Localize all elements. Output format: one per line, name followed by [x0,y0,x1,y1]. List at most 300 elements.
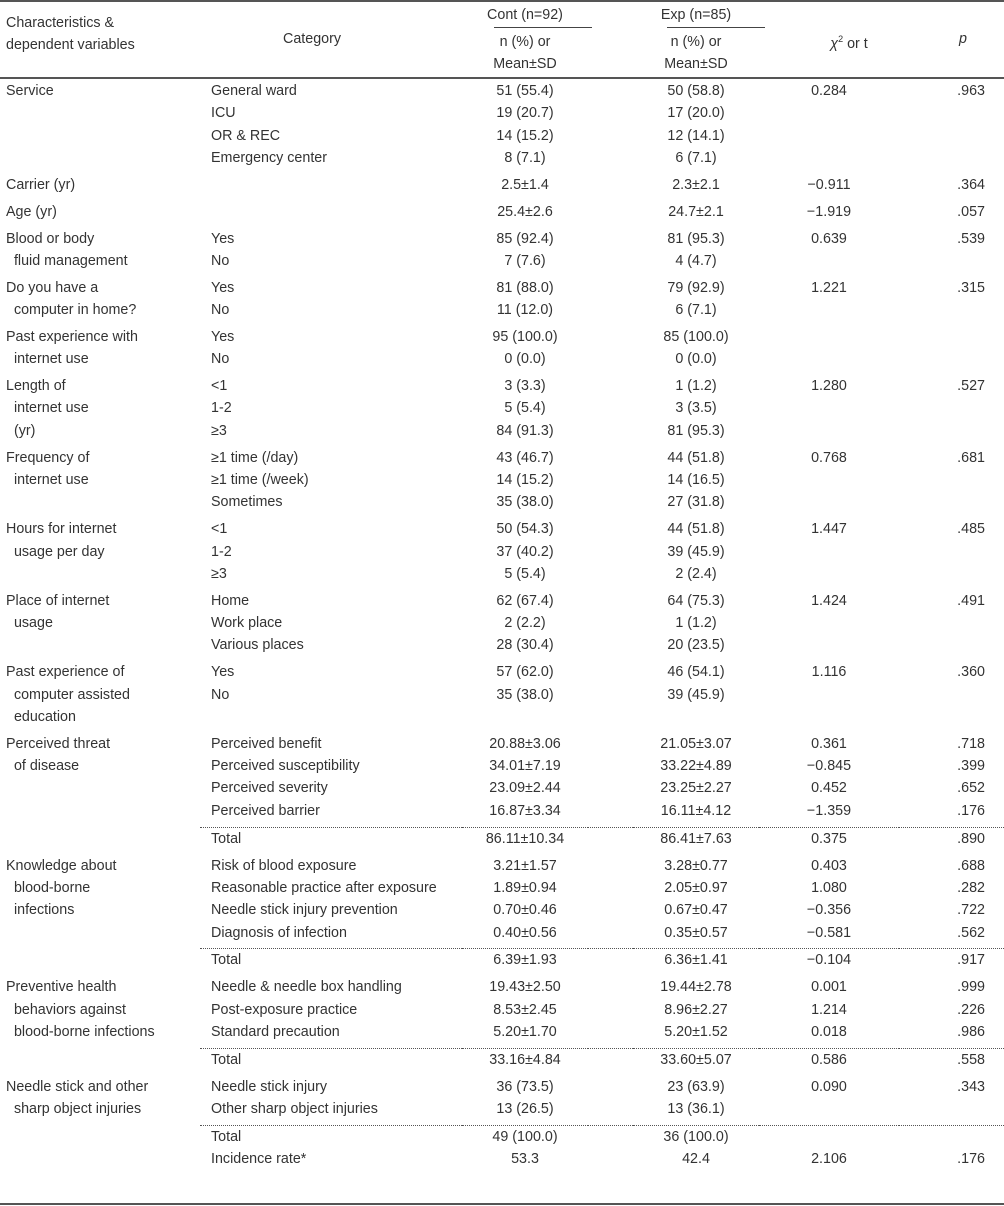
cont-value-cell: 81 (88.0) [496,279,554,296]
category-cell: ≥1 time (/week) [211,472,309,488]
p-value-cell: .399 [957,758,985,775]
cont-value-cell: 2.5±1.4 [501,176,549,193]
characteristic-cell: fluid management [6,252,128,269]
exp-value-cell: 2.3±2.1 [672,176,720,193]
cont-value-cell: 20.88±3.06 [489,735,561,752]
characteristic-cell [0,1148,200,1170]
table-row [0,661,1004,683]
table-row [0,612,1004,634]
cont-value-cell: 85 (92.4) [496,230,554,247]
table-row [0,800,1004,822]
table-row [0,491,1004,513]
characteristic-cell: usage [6,615,53,632]
table-row [0,397,1004,419]
characteristic-cell: Service [6,83,54,99]
gap-cell [588,855,633,877]
gap-cell [588,800,633,822]
header-stat-suffix: or t [843,35,868,52]
table-row [0,563,1004,585]
p-value-cell: .718 [957,735,985,752]
table-row [0,326,1004,348]
cont-value-cell: 25.4±2.6 [497,203,553,220]
stat-value-cell: 1.080 [811,879,847,896]
table-body [0,80,1004,1170]
header-stat [759,28,939,55]
category-cell: General ward [211,83,297,99]
cont-total-cell: 33.16±4.84 [462,1048,588,1071]
gap-cell [588,491,633,513]
exp-value-cell: 39 (45.9) [667,686,725,703]
gap-cell [588,1048,633,1071]
p-value-cell: .688 [957,857,985,874]
characteristic-cell [0,1048,200,1071]
total-row [0,1048,1004,1071]
total-label-cell: Total [200,949,462,972]
characteristic-cell: internet use [6,351,89,368]
gap-cell [588,397,633,419]
stat-value-cell: −0.911 [807,176,851,193]
stat-value-cell: 1.116 [811,664,847,681]
stat-value-cell: −0.581 [806,924,852,941]
gap-cell [588,877,633,899]
gap-cell [588,755,633,777]
category-cell: Reasonable practice after exposure [211,879,437,896]
table-row [0,447,1004,469]
gap-cell [588,125,633,147]
header-stat-symbol: χ [830,35,839,52]
cont-value-cell: 35 (38.0) [496,494,554,511]
gap-cell [588,102,633,124]
characteristic-cell: blood-borne infections [6,1023,155,1040]
category-cell: Standard precaution [211,1023,340,1040]
exp-value-cell: 79 (92.9) [667,279,725,296]
exp-value-cell: 20 (23.5) [667,637,725,654]
gap-cell [588,949,633,972]
exp-value-cell: 85 (100.0) [663,328,729,345]
cont-value-cell: 5 (5.4) [504,565,546,582]
cont-value-cell: 3 (3.3) [504,378,546,395]
characteristic-cell [0,827,200,850]
stat-value-cell [759,1098,899,1120]
gap-cell [588,777,633,799]
stat-total-cell: −0.104 [759,949,899,972]
exp-value-cell: 2 (2.4) [675,565,717,582]
gap-cell [588,661,633,683]
table-row [0,277,1004,299]
exp-value-cell: 24.7±2.1 [668,203,724,220]
category-cell: Perceived benefit [211,735,322,752]
stat-value-cell [759,125,899,147]
bottom-rule [0,1203,1004,1205]
gap-cell [588,174,633,196]
exp-value-cell: 2.05±0.97 [664,879,728,896]
p-value-cell: .986 [957,1023,985,1040]
gap-cell [588,80,633,102]
category-cell: Various places [211,637,304,654]
category-cell: 1-2 [211,543,232,560]
cont-total-cell: 86.11±10.34 [462,827,588,850]
cont-value-cell: 34.01±7.19 [489,758,561,775]
cont-value-cell: 5.20±1.70 [493,1023,557,1040]
exp-value-cell: 81 (95.3) [667,422,725,439]
category-cell [200,706,462,728]
header-exp-group: Exp (n=85) [660,7,732,23]
table-row [0,899,1004,921]
p-value-cell [899,125,1004,147]
p-value-cell [899,250,1004,272]
characteristic-cell: internet use [6,472,89,488]
exp-value-cell: 44 (51.8) [667,449,725,466]
characteristic-cell: Perceived threat [6,735,111,752]
gap-cell [588,999,633,1021]
p-value-cell [899,147,1004,169]
header-p: p [959,31,967,47]
gap-cell [588,899,633,921]
characteristic-cell: Frequency of [6,449,90,466]
characteristic-cell [0,777,200,799]
category-cell: Needle stick injury [211,1078,328,1095]
stat-value-cell [759,420,899,442]
stat-value-cell [759,147,899,169]
exp-value-cell: 23 (63.9) [667,1078,725,1095]
characteristic-cell: infections [6,902,75,919]
category-cell: 1-2 [211,400,232,417]
cont-value-cell: 0.40±0.56 [493,924,557,941]
exp-value-cell: 16.11±4.12 [660,802,732,819]
p-value-cell [899,397,1004,419]
characteristic-cell [0,491,200,513]
cont-incidence-cell: 53.3 [511,1151,539,1168]
exp-value-cell: 21.05±3.07 [660,735,732,752]
exp-value-cell: 12 (14.1) [667,127,725,144]
characteristic-cell [0,563,200,585]
stat-total-cell [759,1125,899,1148]
p-value-cell [899,1098,1004,1120]
gap-cell [588,201,633,223]
table-row [0,1076,1004,1098]
p-value-cell: .057 [957,203,985,220]
category-cell: Yes [211,230,235,247]
header-characteristics-line: dependent variables [6,37,135,53]
gap-cell [588,1148,633,1170]
header-characteristics [6,12,135,56]
characteristic-cell: Do you have a [6,279,99,296]
cont-value-cell: 3.21±1.57 [493,857,557,874]
characteristic-cell: Past experience with [6,328,138,345]
exp-value-cell: 3.28±0.77 [664,857,728,874]
p-value-cell [899,326,1004,348]
exp-value-cell: 50 (58.8) [667,83,725,99]
cont-total-cell: 49 (100.0) [462,1125,588,1148]
header-measure-line: Mean±SD [664,56,728,72]
table-row [0,375,1004,397]
total-label-cell: Total [200,1125,462,1148]
table-row [0,201,1004,223]
cont-value-cell: 2 (2.2) [504,615,546,632]
stat-value-cell: 0.090 [811,1078,847,1095]
table-row [0,684,1004,706]
category-cell: OR & REC [211,127,281,144]
stat-value-cell: 0.018 [811,1023,847,1040]
cont-total-cell: 6.39±1.93 [462,949,588,972]
table-row [0,80,1004,102]
category-cell: No [211,302,230,319]
p-value-cell: .652 [957,780,985,797]
table-row [0,469,1004,491]
exp-value-cell: 1 (1.2) [675,615,717,632]
exp-value-cell [633,706,759,728]
cont-value-cell: 62 (67.4) [496,592,554,609]
table-row [0,102,1004,124]
p-value-cell: .315 [957,279,985,296]
table-row [0,777,1004,799]
top-rule [0,0,1004,2]
characteristic-cell: Place of internet [6,592,110,609]
exp-value-cell: 46 (54.1) [667,664,725,681]
gap-cell [588,469,633,491]
category-cell: No [211,252,230,269]
stat-value-cell: −1.359 [806,802,852,819]
cont-value-cell: 8 (7.1) [504,150,546,167]
table-row [0,706,1004,728]
p-value-cell: .562 [957,924,985,941]
table-row [0,999,1004,1021]
characteristic-cell: Preventive health [6,979,117,996]
exp-value-cell: 27 (31.8) [667,494,725,511]
exp-value-cell: 6 (7.1) [675,302,717,319]
stat-value-cell [759,469,899,491]
stat-value-cell [759,706,899,728]
characteristic-cell [0,1125,200,1148]
exp-total-cell: 6.36±1.41 [633,949,759,972]
gap-cell [588,147,633,169]
p-value-cell: .360 [957,664,985,681]
characteristic-cell [0,800,200,822]
exp-value-cell: 4 (4.7) [675,252,717,269]
category-cell: Perceived severity [211,780,328,797]
cont-value-cell: 50 (54.3) [496,521,554,538]
cont-value-cell [462,706,588,728]
header-measure-line: n (%) or [670,34,722,50]
cont-value-cell: 5 (5.4) [504,400,546,417]
category-cell: Yes [211,279,235,296]
p-value-cell: .176 [957,802,985,819]
table-row [0,976,1004,998]
gap-cell [588,827,633,850]
total-row [0,827,1004,850]
characteristic-cell [0,922,200,944]
total-label-cell: Total [200,1048,462,1071]
stat-value-cell [759,102,899,124]
characteristic-cell: Hours for internet [6,521,117,538]
table-row [0,541,1004,563]
cont-value-cell: 51 (55.4) [496,83,554,99]
gap-cell [588,375,633,397]
cont-value-cell: 14 (15.2) [496,472,554,488]
table-row [0,299,1004,321]
category-cell: Home [211,592,250,609]
exp-value-cell: 81 (95.3) [667,230,725,247]
category-cell: Perceived barrier [211,802,320,819]
stat-value-cell [759,348,899,370]
cont-value-cell: 7 (7.6) [504,252,546,269]
cont-value-cell: 57 (62.0) [496,664,554,681]
characteristic-cell [0,147,200,169]
cont-value-cell: 1.89±0.94 [493,879,557,896]
category-cell: Needle stick injury prevention [211,902,398,919]
exp-value-cell: 39 (45.9) [667,543,725,560]
p-value-cell [899,706,1004,728]
incidence-row [0,1148,1004,1170]
header-stat-sup: 2 [838,34,844,44]
exp-value-cell: 0.35±0.57 [664,924,728,941]
stat-value-cell: 0.361 [811,735,847,752]
gap-cell [588,1021,633,1043]
p-incidence-cell: .176 [957,1151,985,1168]
category-cell: Emergency center [211,150,328,167]
p-value-cell: .282 [957,879,985,896]
header-rule [0,77,1004,79]
p-value-cell: .485 [957,521,985,538]
cont-value-cell: 0 (0.0) [504,351,546,368]
p-value-cell [899,612,1004,634]
characteristic-cell [0,102,200,124]
header-cont-group: Cont (n=92) [487,7,563,23]
cont-value-cell: 14 (15.2) [496,127,554,144]
gap-cell [588,1076,633,1098]
stat-value-cell [759,397,899,419]
stat-value-cell: −0.845 [806,758,852,775]
cont-underline [494,27,592,28]
stat-value-cell: 1.280 [811,378,847,395]
cont-value-cell: 16.87±3.34 [489,802,561,819]
exp-value-cell: 13 (36.1) [667,1100,725,1117]
p-value-cell [899,299,1004,321]
gap-cell [588,420,633,442]
cont-value-cell: 19.43±2.50 [489,979,561,996]
stat-value-cell: 1.221 [811,279,847,296]
gap-cell [588,563,633,585]
exp-total-cell: 33.60±5.07 [633,1048,759,1071]
gap-cell [588,684,633,706]
exp-value-cell: 19.44±2.78 [660,979,732,996]
p-total-cell: .558 [899,1048,1004,1071]
cont-value-cell: 43 (46.7) [496,449,554,466]
p-value-cell: .722 [957,902,985,919]
characteristic-cell [0,125,200,147]
stat-value-cell [759,326,899,348]
table-row [0,590,1004,612]
gap-cell [588,326,633,348]
characteristic-cell: Carrier (yr) [6,176,76,193]
gap-cell [588,348,633,370]
characteristic-cell: computer assisted [6,686,130,703]
cont-value-cell: 84 (91.3) [496,422,554,439]
p-value-cell: .343 [957,1078,985,1095]
category-cell: No [211,686,230,703]
stat-value-cell: 1.424 [811,592,847,609]
stat-value-cell [759,541,899,563]
category-cell [200,201,462,223]
p-value-cell [899,469,1004,491]
table-row [0,147,1004,169]
exp-total-cell: 86.41±7.63 [633,827,759,850]
gap-cell [588,299,633,321]
gap-cell [588,976,633,998]
stat-value-cell: 0.284 [811,83,847,99]
p-value-cell [899,420,1004,442]
gap-cell [588,1098,633,1120]
exp-value-cell: 64 (75.3) [667,592,725,609]
exp-value-cell: 17 (20.0) [667,105,725,122]
stat-value-cell: 0.639 [811,230,847,247]
category-cell: Needle & needle box handling [211,979,402,996]
cont-value-cell: 37 (40.2) [496,543,554,560]
stat-value-cell: 0.768 [811,449,847,466]
characteristic-cell: Needle stick and other [6,1078,149,1095]
cont-value-cell: 0.70±0.46 [493,902,557,919]
gap-cell [588,922,633,944]
exp-total-cell: 36 (100.0) [633,1125,759,1148]
category-cell: Work place [211,615,283,632]
gap-cell [588,447,633,469]
p-value-cell: .963 [957,83,985,99]
category-cell: Diagnosis of infection [211,924,347,941]
category-cell: Risk of blood exposure [211,857,357,874]
p-total-cell: .890 [899,827,1004,850]
p-value-cell: .491 [957,592,985,609]
cont-value-cell: 36 (73.5) [496,1078,554,1095]
total-row [0,949,1004,972]
table-row [0,125,1004,147]
characteristic-cell: usage per day [6,543,105,560]
exp-value-cell: 8.96±2.27 [664,1001,728,1018]
p-value-cell [899,634,1004,656]
stat-value-cell [759,299,899,321]
category-cell: Yes [211,328,235,345]
p-value-cell [899,102,1004,124]
stat-value-cell [759,612,899,634]
cont-value-cell: 13 (26.5) [496,1100,554,1117]
table-row [0,250,1004,272]
exp-value-cell: 0 (0.0) [675,351,717,368]
table-row [0,1021,1004,1043]
exp-value-cell: 3 (3.5) [675,400,717,417]
gap-cell [588,250,633,272]
exp-value-cell: 14 (16.5) [667,472,725,488]
category-cell: No [211,351,230,368]
p-value-cell [899,563,1004,585]
stat-value-cell: −0.356 [806,902,852,919]
table-row [0,922,1004,944]
category-cell: <1 [211,521,228,538]
table-row [0,228,1004,250]
category-cell: Yes [211,664,235,681]
p-total-cell [899,1125,1004,1148]
characteristic-cell: education [6,708,76,725]
characteristic-cell: Age (yr) [6,203,57,220]
stat-incidence-cell: 2.106 [811,1151,847,1168]
stat-value-cell: −1.919 [806,203,852,220]
characteristic-cell: blood-borne [6,879,91,896]
table-row [0,733,1004,755]
stat-value-cell [759,634,899,656]
table-row [0,420,1004,442]
p-value-cell [899,541,1004,563]
category-cell [200,174,462,196]
stat-value-cell: 0.452 [811,780,847,797]
category-cell: <1 [211,378,228,395]
